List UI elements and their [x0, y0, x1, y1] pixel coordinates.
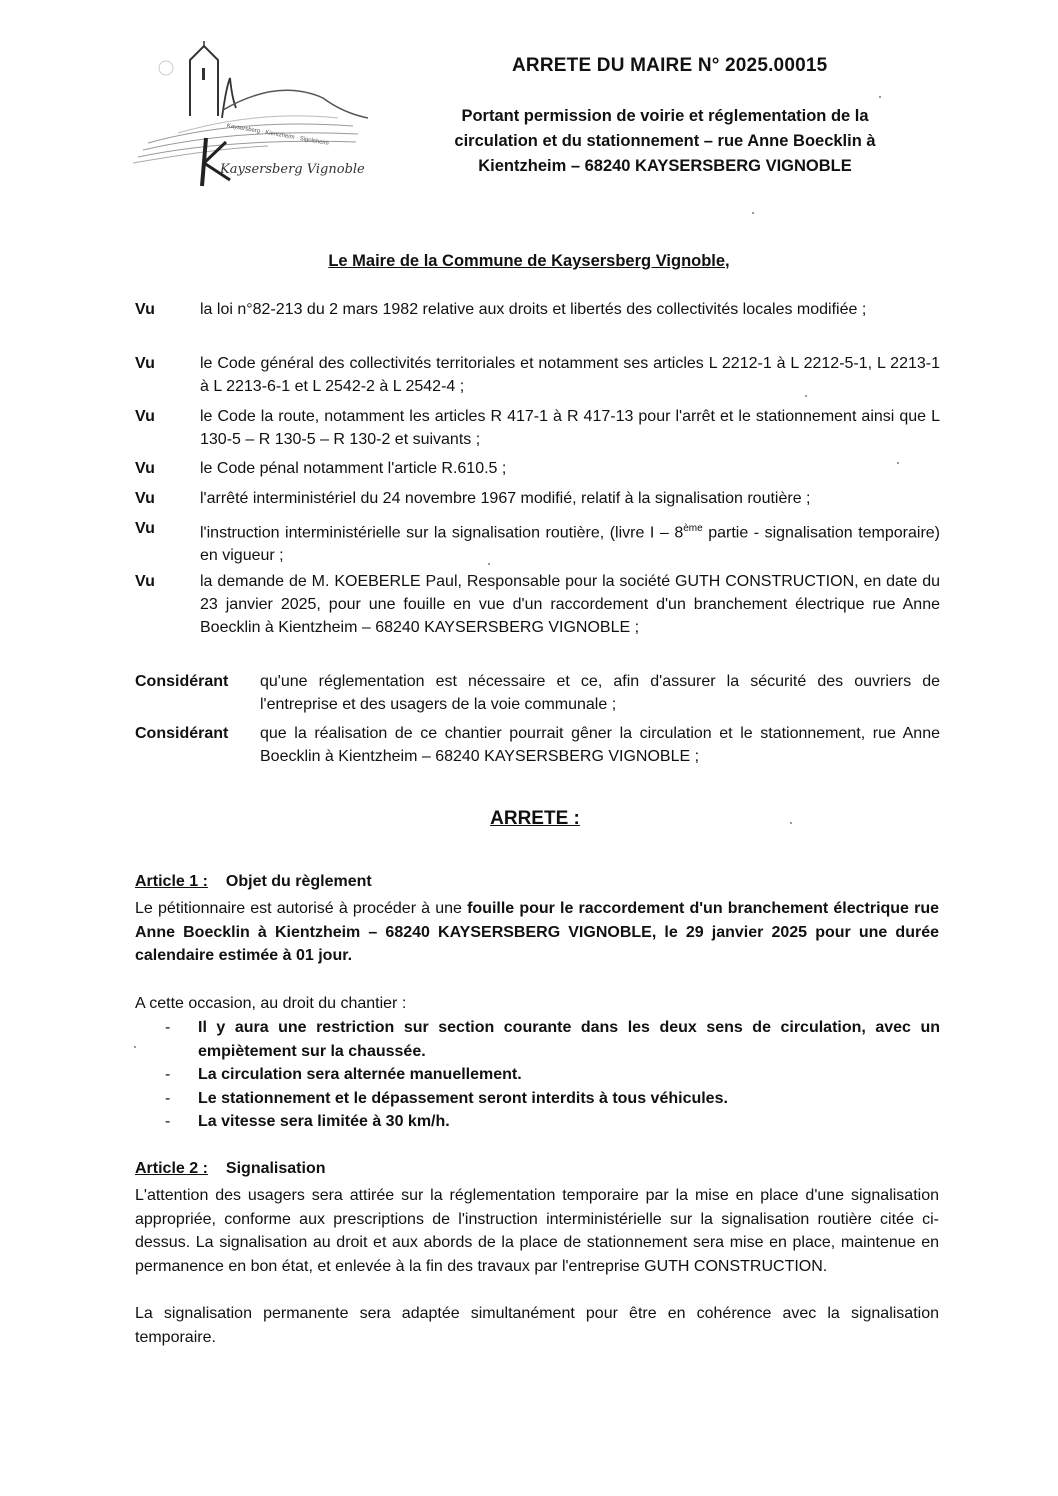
decree-title: ARRETE DU MAIRE N° 2025.00015 [512, 55, 828, 76]
article-1-bullets [165, 1016, 940, 1134]
vu-text: le Code pénal notamment l'article R.610.5 ; [200, 460, 507, 477]
scan-speck [805, 395, 807, 397]
article-1-intro: Le pétitionnaire est autorisé à procéder à une [135, 900, 468, 917]
article-1-occasion: A cette occasion, au droit du chantier : [135, 995, 407, 1012]
scan-speck [879, 96, 881, 98]
scan-speck [488, 563, 490, 565]
article-title: Objet du règlement [225, 873, 372, 890]
kaysersberg-vignoble-logo [118, 38, 368, 188]
superscript: ème [683, 523, 703, 534]
article-2-paragraph: La signalisation permanente sera adaptée simultanément pour être en cohérence avec la signalisation temporaire. [135, 1305, 939, 1346]
vu-label: Vu [135, 408, 155, 425]
vu-text [200, 517, 940, 567]
article-2-heading [135, 1160, 326, 1178]
considerant-text: qu'une réglementation est nécessaire et ce, afin d'assurer la sécurité des ouvriers de l'entreprise et des usagers de la voie communale ; [260, 673, 940, 713]
vu-label: Vu [135, 355, 155, 372]
vu-label: Vu [135, 460, 155, 477]
article-title: Signalisation [225, 1160, 326, 1177]
logo-small-text: Kaysersberg · Kientzheim · Sigolsheim [226, 123, 330, 147]
article-1-bold-text: fouille pour le raccordement d'un branchement électrique rue Anne Boecklin à Kientzheim – 68240 KAYSERSBERG VIGNOBLE, le 29 janvier 2025 pour une durée calendaire estimée à 01 jour. [135, 900, 939, 964]
vu-label: Vu [135, 573, 155, 590]
scan-speck [134, 1046, 136, 1048]
vu-text: l'arrêté interministériel du 24 novembre 1967 modifié, relatif à la signalisation routière ; [200, 490, 811, 507]
mayor-heading: Le Maire de la Commune de Kaysersberg Vignoble, [328, 252, 730, 270]
vu-text-part: partie - signalisation temporaire) en vigueur ; [200, 524, 940, 565]
considerant-text: que la réalisation de ce chantier pourrait gêner la circulation et le stationnement, rue Anne Boecklin à Kientzheim – 68240 KAYSERSBERG VIGNOBLE ; [260, 725, 940, 765]
vu-text-part: l'instruction interministérielle sur la signalisation routière, (livre I – 8 [200, 524, 684, 542]
article-2-paragraph: L'attention des usagers sera attirée sur la réglementation temporaire par la mise en place d'une signalisation appropriée, conforme aux prescriptions de l'instruction interministérielle sur la signalisation routière citée ci-dessus. La signalisation au droit et aux abords de la place de stationnement sera mise en place, maintenue en permanence en bon état, et enlevée à la fin des travaux par l'entreprise GUTH CONSTRUCTION. [135, 1187, 939, 1275]
arrete-heading: ARRETE : [490, 808, 580, 829]
list-item: - La vitesse sera limitée à 30 km/h. [165, 1110, 940, 1134]
scan-speck [897, 462, 899, 464]
considerant-label: Considérant [135, 725, 229, 742]
vu-text: le Code général des collectivités territoriales et notamment ses articles L 2212-1 à L 2212-5-1, L 2213-1 à L 2213-6-1 et L 2542-2 à L 2542-4 ; [200, 355, 940, 395]
subtitle-line: Portant permission de voirie et réglementation de la [461, 107, 869, 125]
list-item: - Le stationnement et le dépassement seront interdits à tous véhicules. [165, 1087, 940, 1111]
logo-text: Kaysersberg Vignoble [220, 162, 365, 177]
vu-text: le Code la route, notamment les articles R 417-1 à R 417-13 pour l'arrêt et le stationnement ainsi que L 130-5 – R 130-5 – R 130-2 et suivants ; [200, 408, 940, 448]
vu-text: la demande de M. KOEBERLE Paul, Responsable pour la société GUTH CONSTRUCTION, en date du 23 janvier 2025, pour une fouille en vue d'un raccordement d'un branchement électrique rue Anne Boecklin à Kientzheim – 68240 KAYSERSBERG VIGNOBLE ; [200, 573, 940, 636]
vu-label: Vu [135, 301, 155, 318]
decree-subtitle [400, 104, 930, 179]
article-1-heading [135, 873, 372, 891]
list-item: - Il y aura une restriction sur section courante dans les deux sens de circulation, avec un empiètement sur la chaussée. [165, 1016, 940, 1063]
subtitle-line: Kientzheim – 68240 KAYSERSBERG VIGNOBLE [478, 157, 852, 175]
subtitle-line: circulation et du stationnement – rue Anne Boecklin à [454, 132, 876, 150]
article-number: Article 1 : [135, 873, 208, 890]
vu-label: Vu [135, 490, 155, 507]
scan-speck [790, 822, 792, 824]
article-number: Article 2 : [135, 1160, 208, 1177]
article-1-paragraph [135, 897, 939, 968]
list-item: - La circulation sera alternée manuellement. [165, 1063, 940, 1087]
vu-text: la loi n°82-213 du 2 mars 1982 relative aux droits et libertés des collectivités locales modifiée ; [200, 301, 867, 318]
scan-speck [752, 212, 754, 214]
vu-label: Vu [135, 520, 155, 537]
considerant-label: Considérant [135, 673, 229, 690]
